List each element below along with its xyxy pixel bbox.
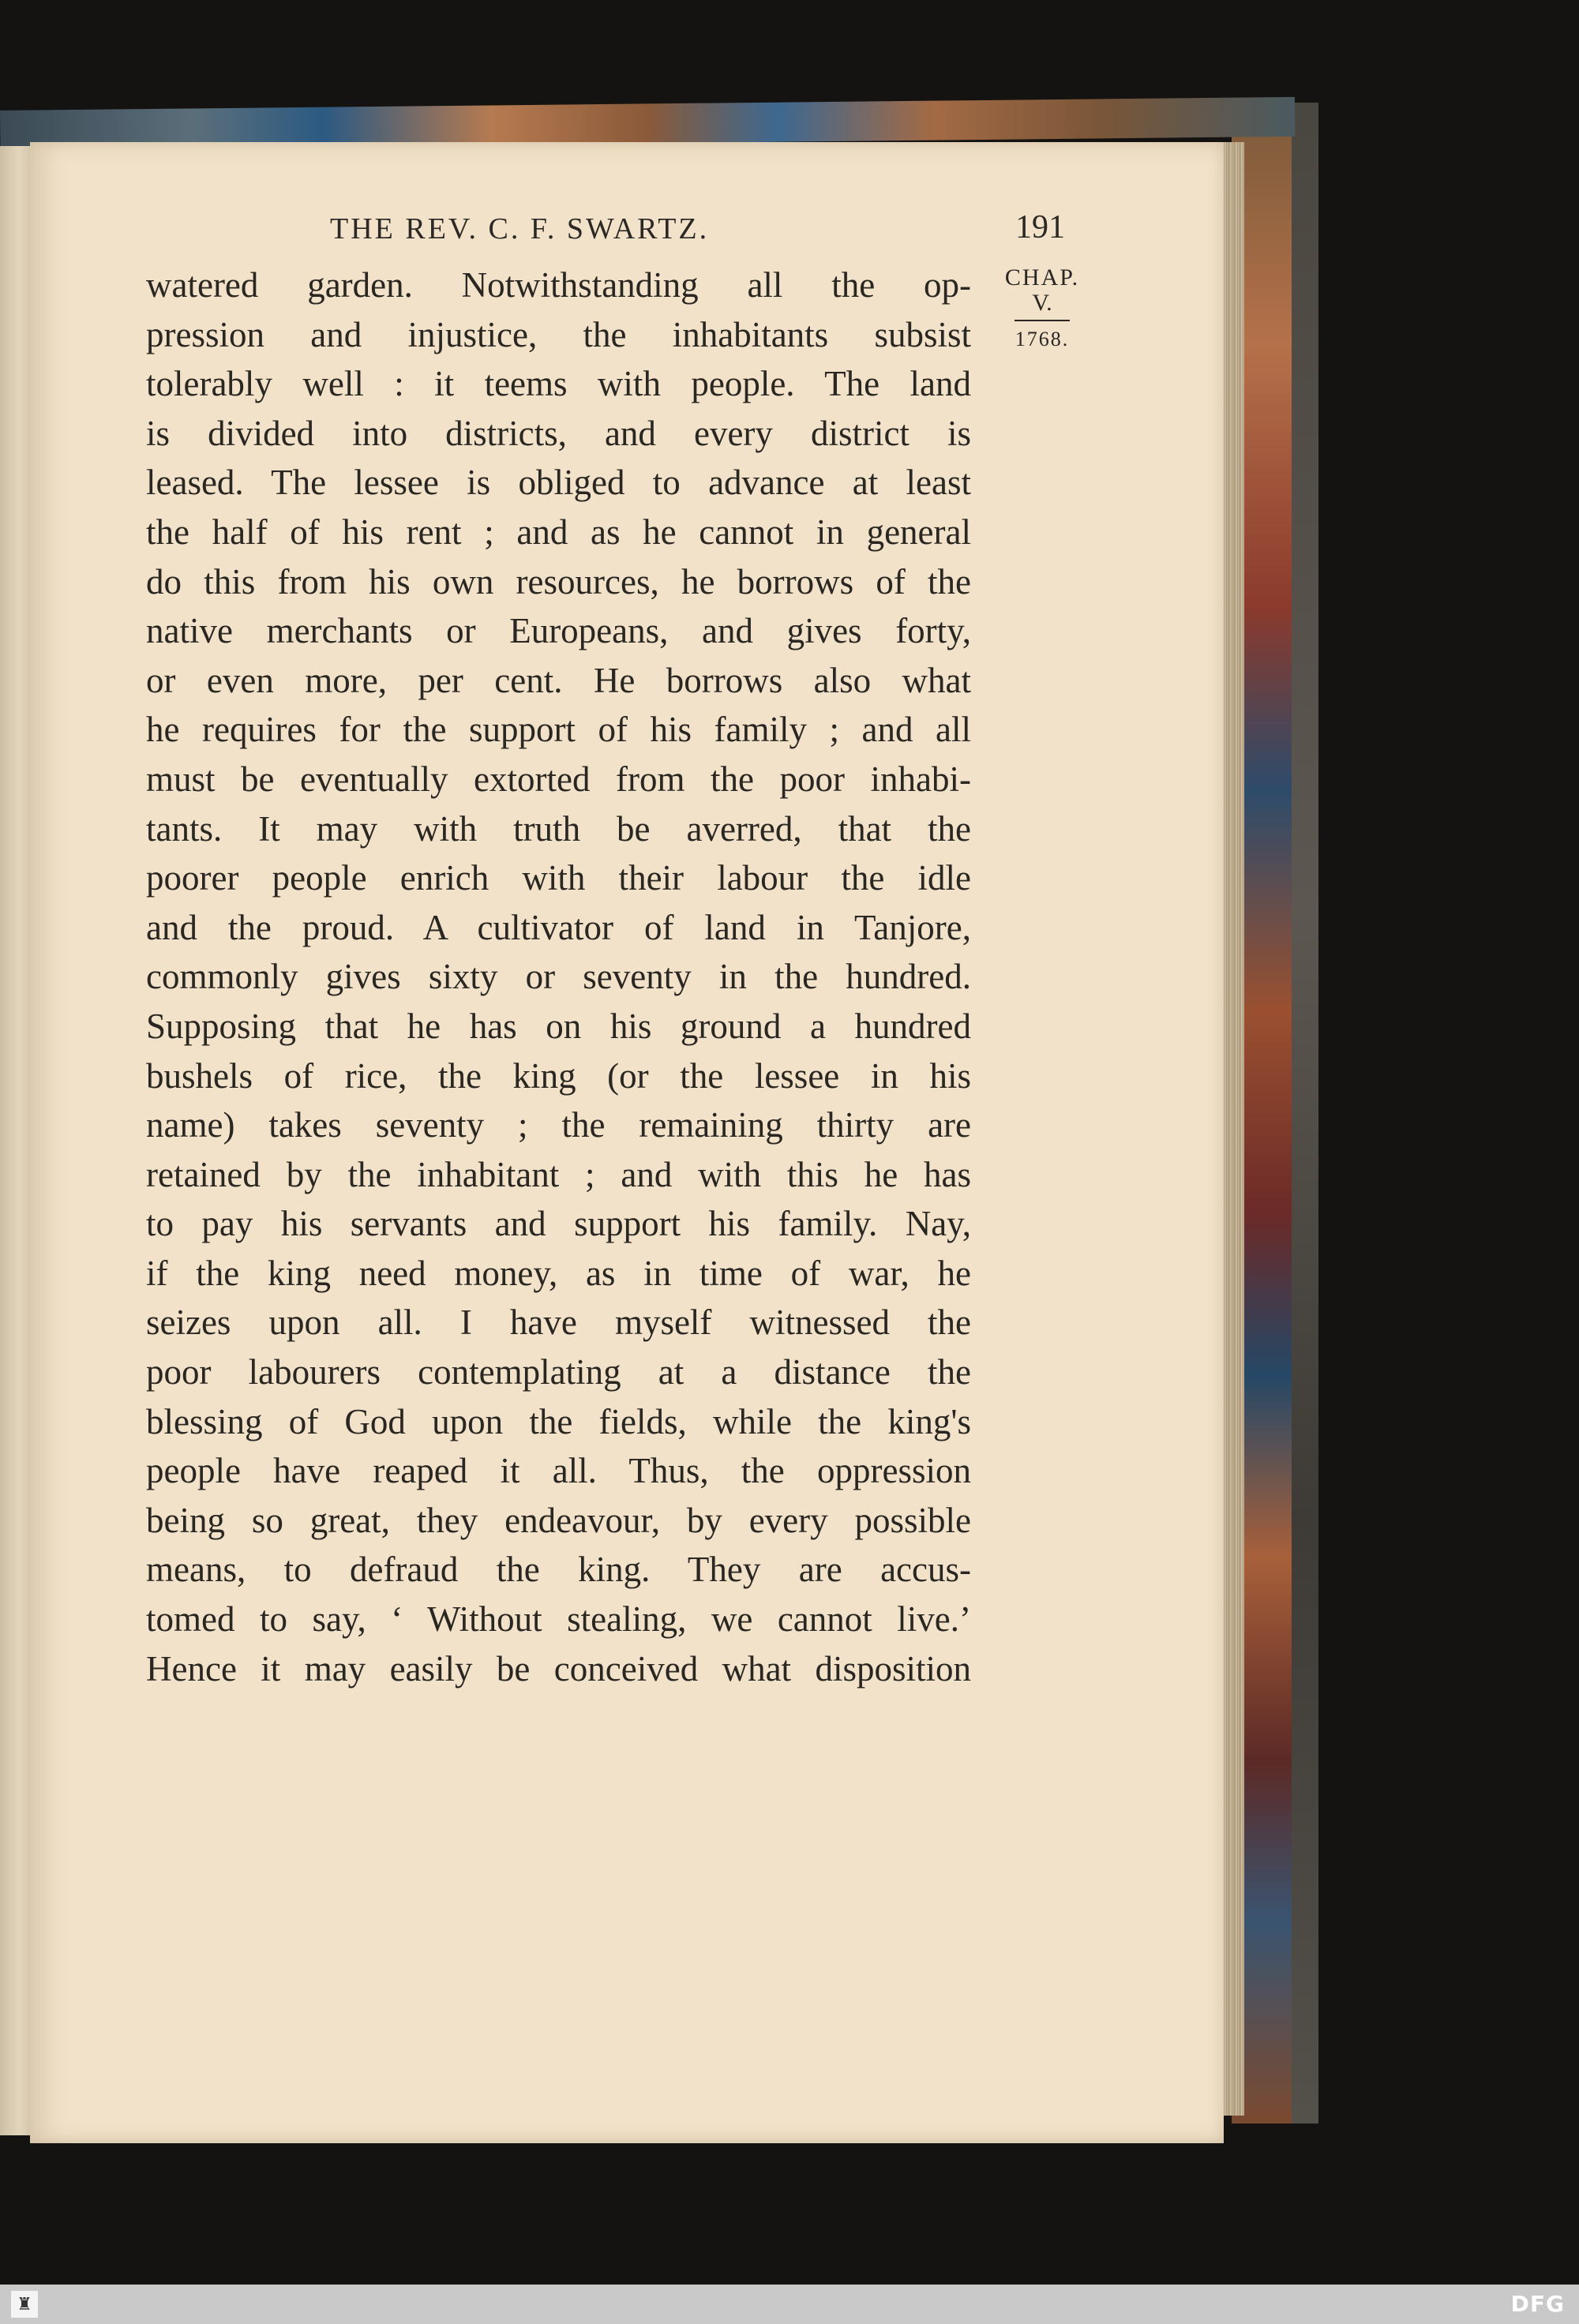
text-line: to pay his servants and support his family. Nay, (146, 1204, 971, 1244)
text-line: Supposing that he has on his ground a hundred (146, 1006, 971, 1046)
text-line: pression and injustice, the inhabitants subsist (146, 314, 971, 354)
text-line: Hence it may easily be conceived what disposition (146, 1648, 971, 1689)
text-line: do this from his own resources, he borrows of the (146, 561, 971, 602)
text-line: tolerably well : it teems with people. The land (146, 364, 971, 404)
text-line: leased. The lessee is obliged to advance at least (146, 463, 971, 503)
text-line: blessing of God upon the fields, while the king's (146, 1401, 971, 1441)
body-text (146, 261, 971, 1693)
text-line: and the proud. A cultivator of land in Tanjore, (146, 907, 971, 947)
text-line: poor labourers contemplating at a distance the (146, 1352, 971, 1393)
text-line: tomed to say, ‘ Without stealing, we cannot live.’ (146, 1599, 971, 1640)
text-line: being so great, they endeavour, by every possible (146, 1500, 971, 1540)
marbled-back-cover (1232, 103, 1318, 2123)
text-line: is divided into districts, and every district is (146, 413, 971, 453)
text-line: name) takes seventy ; the remaining thirty are (146, 1105, 971, 1145)
margin-note (999, 264, 1086, 351)
margin-year: 1768. (1015, 328, 1070, 350)
text-line: bushels of rice, the king (or the lessee in his (146, 1055, 971, 1096)
viewer-footer-bar (0, 2285, 1579, 2324)
text-line: poorer people enrich with their labour the idle (146, 858, 971, 898)
margin-rule (1015, 320, 1070, 321)
library-logo-icon[interactable]: ♜ (11, 2291, 38, 2318)
text-line: if the king need money, as in time of war, he (146, 1253, 971, 1293)
text-line: he requires for the support of his family ; and all (146, 710, 971, 750)
chapter-number: V. (1032, 290, 1052, 316)
running-head: THE REV. C. F. SWARTZ. (330, 212, 710, 246)
text-line: must be eventually extorted from the poor inhabi- (146, 759, 971, 799)
text-line: or even more, per cent. He borrows also what (146, 660, 971, 700)
text-line: people have reaped it all. Thus, the oppression (146, 1451, 971, 1491)
text-line: the half of his rent ; and as he cannot in general (146, 512, 971, 552)
page-number: 191 (1015, 209, 1065, 246)
text-line: native merchants or Europeans, and gives forty, (146, 611, 971, 651)
facing-page-sliver (0, 146, 32, 2135)
chapter-label: CHAP. (1004, 264, 1080, 290)
text-line: watered garden. Notwithstanding all the op- (146, 265, 971, 305)
text-line: retained by the inhabitant ; and with this he has (146, 1154, 971, 1194)
text-line: means, to defraud the king. They are accus- (146, 1550, 971, 1590)
text-line: tants. It may with truth be averred, that the (146, 808, 971, 849)
text-line: seizes upon all. I have myself witnessed the (146, 1303, 971, 1343)
dfg-logo[interactable]: DFG (1510, 2291, 1565, 2317)
text-line: commonly gives sixty or seventy in the hundred. (146, 957, 971, 997)
